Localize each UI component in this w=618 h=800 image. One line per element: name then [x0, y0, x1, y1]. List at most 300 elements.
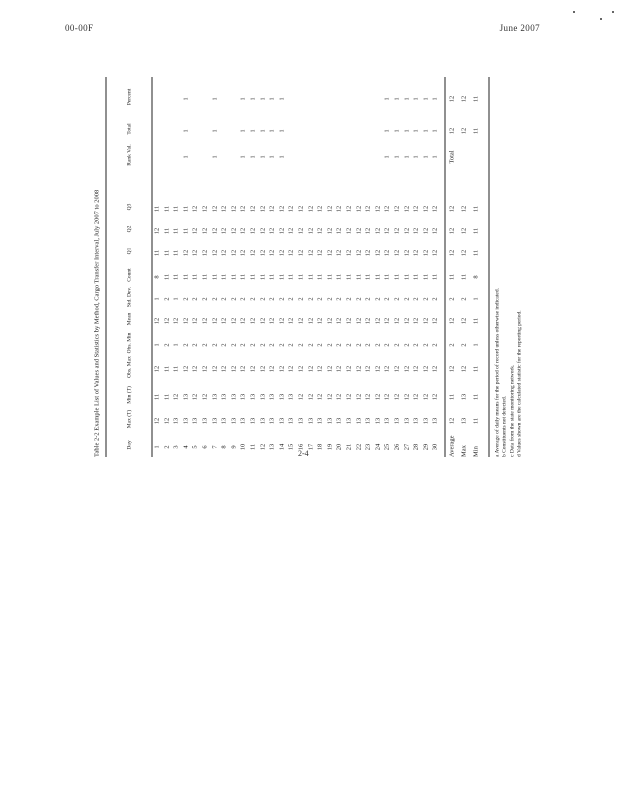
- table-cell: 2: [326, 343, 334, 347]
- table-cell: 2: [163, 445, 171, 449]
- table-row: [375, 77, 384, 457]
- table-cell: 12: [345, 227, 353, 235]
- table-cell: 12: [287, 227, 295, 235]
- table-row: [433, 77, 442, 457]
- table-cell: 12: [412, 393, 420, 401]
- table-cell: 12: [230, 249, 238, 257]
- page-number: 2-4: [298, 449, 309, 458]
- table-cell: 12: [448, 127, 456, 135]
- table-cell: 1: [239, 155, 247, 159]
- table-cell: 11: [364, 273, 372, 281]
- table-cell: 12: [268, 317, 276, 325]
- table-cell: 8: [220, 445, 228, 449]
- table-cell: 1: [239, 129, 247, 133]
- table-cell: 1: [153, 297, 161, 301]
- table-cell: 12: [249, 205, 257, 213]
- table-cell: 12: [239, 205, 247, 213]
- table-cell: 11: [472, 249, 480, 257]
- table-cell: 12: [355, 249, 363, 257]
- table-cell: 12: [460, 317, 468, 325]
- table-cell: 12: [211, 249, 219, 257]
- table-cell: 13: [460, 417, 468, 425]
- table-cell: 11: [172, 227, 180, 235]
- table-summary-rule: [445, 77, 446, 457]
- table-cell: 12: [287, 365, 295, 373]
- table-cell: 12: [374, 249, 382, 257]
- table-cell: 12: [249, 365, 257, 373]
- table-cell: 12: [297, 393, 305, 401]
- table-cell: 11: [268, 273, 276, 281]
- table-cell: 2: [460, 297, 468, 301]
- table-cell: 12: [278, 205, 286, 213]
- table-cell: 30: [431, 443, 439, 451]
- footnote: d Values shown are the calculated statistic for the reporting period.: [516, 310, 523, 457]
- table-cell: 12: [345, 205, 353, 213]
- table-cell: 1: [211, 155, 219, 159]
- table-cell: 12: [307, 365, 315, 373]
- table-cell: 15: [287, 443, 295, 451]
- table-cell: 12: [383, 227, 391, 235]
- table-cell: 12: [364, 227, 372, 235]
- table-cell: 2: [307, 297, 315, 301]
- column-header: Q1: [126, 247, 133, 255]
- table-row: [212, 77, 221, 457]
- table-cell: 13: [211, 417, 219, 425]
- table-cell: 11: [278, 273, 286, 281]
- footnote: c Data from the state monitoring network.: [509, 364, 516, 457]
- table-cell: 1: [268, 155, 276, 159]
- page-header-right: June 2007: [499, 23, 540, 33]
- table-cell: 11: [172, 365, 180, 373]
- table-row: [183, 77, 192, 457]
- table-cell: 11: [307, 273, 315, 281]
- table-cell: 11: [297, 273, 305, 281]
- table-row: [356, 77, 365, 457]
- table-cell: 12: [460, 227, 468, 235]
- table-cell: 2: [182, 343, 190, 347]
- table-cell: 2: [448, 297, 456, 301]
- table-cell: 2: [422, 297, 430, 301]
- table-row: [231, 77, 240, 457]
- table-cell: 12: [191, 393, 199, 401]
- table-cell: 11: [249, 443, 257, 451]
- table-row: [414, 77, 423, 457]
- table-cell: 1: [249, 155, 257, 159]
- table-cell: 12: [448, 227, 456, 235]
- table-cell: 12: [220, 249, 228, 257]
- table-cell: 2: [297, 297, 305, 301]
- table-cell: 11: [412, 273, 420, 281]
- table-cell: 12: [364, 393, 372, 401]
- table-cell: 12: [239, 227, 247, 235]
- table-cell: 2: [268, 297, 276, 301]
- table-cell: 12: [355, 365, 363, 373]
- table-cell: 13: [230, 417, 238, 425]
- table-cell: 2: [374, 297, 382, 301]
- table-cell: 12: [412, 317, 420, 325]
- table-cell: 12: [460, 365, 468, 373]
- table-cell: 12: [374, 393, 382, 401]
- table-cell: 2: [259, 297, 267, 301]
- table-cell: 12: [383, 365, 391, 373]
- table-cell: 14: [278, 443, 286, 451]
- table-cell: 2: [220, 297, 228, 301]
- table-cell: 12: [307, 227, 315, 235]
- table-cell: 2: [278, 297, 286, 301]
- table-cell: 12: [249, 249, 257, 257]
- table-cell: 26: [393, 443, 401, 451]
- table-cell: 12: [355, 393, 363, 401]
- table-cell: 1: [259, 129, 267, 133]
- table-row: [366, 77, 375, 457]
- table-cell: 2: [211, 343, 219, 347]
- table-cell: 2: [345, 343, 353, 347]
- table-row: [462, 77, 471, 457]
- table-cell: 2: [182, 297, 190, 301]
- table-cell: 12: [335, 205, 343, 213]
- table-cell: 12: [374, 205, 382, 213]
- table-row: [155, 77, 164, 457]
- table-cell: 12: [220, 317, 228, 325]
- table-cell: 11: [472, 393, 480, 401]
- table-cell: 13: [355, 417, 363, 425]
- table-cell: 13: [239, 417, 247, 425]
- table-cell: 13: [287, 393, 295, 401]
- column-header: Q3: [126, 203, 133, 211]
- table-cell: 11: [163, 249, 171, 257]
- table-row: [474, 77, 483, 457]
- table-cell: 12: [287, 317, 295, 325]
- table-cell: 2: [259, 343, 267, 347]
- table-cell: 13: [259, 417, 267, 425]
- table-cell: 12: [211, 205, 219, 213]
- table-cell: 12: [374, 227, 382, 235]
- table-cell: 2: [191, 297, 199, 301]
- table-cell: 12: [460, 95, 468, 103]
- table-cell: 13: [307, 417, 315, 425]
- table-footnotes: [495, 77, 525, 457]
- table-cell: 11: [239, 273, 247, 281]
- table-cell: 11: [163, 365, 171, 373]
- table-cell: 12: [201, 227, 209, 235]
- table-header-rule: [152, 77, 153, 457]
- table-cell: 12: [448, 317, 456, 325]
- table-cell: 2: [249, 343, 257, 347]
- scan-speck: [612, 11, 614, 13]
- table-cell: 12: [393, 249, 401, 257]
- table-cell: 3: [172, 445, 180, 449]
- table-cell: 12: [259, 443, 267, 451]
- table-cell: 1: [249, 129, 257, 133]
- table-cell: 12: [268, 365, 276, 373]
- table-cell: 12: [230, 317, 238, 325]
- table-cell: 2: [364, 297, 372, 301]
- table-cell: 1: [259, 155, 267, 159]
- table-cell: 12: [326, 317, 334, 325]
- table-cell: 11: [211, 273, 219, 281]
- table-cell: 12: [412, 365, 420, 373]
- table-cell: 11: [182, 273, 190, 281]
- table-cell: 12: [345, 249, 353, 257]
- table-row: [260, 77, 269, 457]
- table-row: [193, 77, 202, 457]
- table-cell: 2: [448, 343, 456, 347]
- table-cell: 12: [297, 317, 305, 325]
- table-row: [318, 77, 327, 457]
- table-cell: 2: [335, 297, 343, 301]
- table-cell: 2: [230, 297, 238, 301]
- table-cell: 12: [191, 317, 199, 325]
- column-header: Count: [126, 268, 133, 282]
- table-cell: 11: [472, 95, 480, 103]
- table-cell: 1: [393, 155, 401, 159]
- table-cell: 12: [422, 205, 430, 213]
- table-cell: 7: [211, 445, 219, 449]
- table-cell: 2: [355, 343, 363, 347]
- table-cell: 12: [287, 205, 295, 213]
- table-cell: 1: [172, 343, 180, 347]
- table-cell: 12: [403, 249, 411, 257]
- table-cell: 1: [431, 97, 439, 101]
- table-cell: 12: [383, 205, 391, 213]
- table-cell: 1: [403, 129, 411, 133]
- table-cell: 12: [460, 249, 468, 257]
- table-cell: 2: [412, 297, 420, 301]
- table-cell: 1: [259, 97, 267, 101]
- table-cell: 13: [297, 417, 305, 425]
- table-cell: 11: [472, 317, 480, 325]
- table-cell: 1: [412, 155, 420, 159]
- table-cell: 11: [472, 365, 480, 373]
- table-cell: 12: [355, 317, 363, 325]
- table-cell: 13: [239, 393, 247, 401]
- table-cell: 12: [220, 227, 228, 235]
- table-cell: 12: [326, 393, 334, 401]
- table-cell: 12: [316, 317, 324, 325]
- table-cell: 1: [211, 129, 219, 133]
- table-cell: 11: [448, 393, 456, 401]
- table-cell: 1: [278, 97, 286, 101]
- table-cell: 2: [403, 297, 411, 301]
- table-cell: 13: [316, 417, 324, 425]
- table-cell: 12: [403, 227, 411, 235]
- table-cell: 12: [182, 249, 190, 257]
- table-cell: 12: [393, 317, 401, 325]
- table-cell: 11: [249, 273, 257, 281]
- table-cell: 2: [374, 343, 382, 347]
- table-cell: 12: [448, 95, 456, 103]
- table-cell: 13: [230, 393, 238, 401]
- table-cell: 23: [364, 443, 372, 451]
- table-cell: 13: [335, 417, 343, 425]
- table-cell: 11: [393, 273, 401, 281]
- column-header: Day: [126, 440, 133, 450]
- column-header: Percent: [126, 88, 133, 106]
- table-cell: 1: [268, 129, 276, 133]
- table-cell: 2: [220, 343, 228, 347]
- column-header: Std. Dev.: [126, 286, 133, 308]
- table-cell: 12: [393, 393, 401, 401]
- table-cell: 12: [259, 227, 267, 235]
- table-cell: 22: [355, 443, 363, 451]
- table-cell: 12: [153, 417, 161, 425]
- table-row: [203, 77, 212, 457]
- table-cell: 2: [383, 297, 391, 301]
- table-cell: 12: [431, 317, 439, 325]
- table-cell: 12: [422, 249, 430, 257]
- table-row: [385, 77, 394, 457]
- table-cell: 1: [153, 445, 161, 449]
- table-cell: 2: [287, 343, 295, 347]
- table-cell: 12: [326, 227, 334, 235]
- table-cell: 1: [268, 97, 276, 101]
- table-cell: 12: [431, 227, 439, 235]
- table-cell: 12: [297, 365, 305, 373]
- table-cell: 1: [472, 343, 480, 347]
- table-row: [404, 77, 413, 457]
- table-cell: 12: [307, 249, 315, 257]
- table-cell: 1: [393, 129, 401, 133]
- table-cell: 12: [412, 227, 420, 235]
- table-cell: 12: [191, 205, 199, 213]
- table-cell: 20: [335, 443, 343, 451]
- table-cell: 12: [249, 317, 257, 325]
- table-row: [308, 77, 317, 457]
- table-cell: 12: [335, 317, 343, 325]
- table-cell: 13: [278, 393, 286, 401]
- table-cell: 12: [448, 365, 456, 373]
- table-cell: 4: [182, 445, 190, 449]
- table-cell: 12: [383, 393, 391, 401]
- table-cell: 2: [393, 297, 401, 301]
- table-cell: 2: [297, 343, 305, 347]
- table-cell: 12: [431, 205, 439, 213]
- table-cell: 12: [230, 205, 238, 213]
- table-cell: 12: [355, 227, 363, 235]
- table-cell: 12: [297, 249, 305, 257]
- table-cell: 11: [172, 249, 180, 257]
- table-cell: 2: [307, 343, 315, 347]
- table-cell: 12: [326, 205, 334, 213]
- table-cell: 12: [239, 365, 247, 373]
- table-row: [299, 77, 308, 457]
- table-cell: 12: [448, 205, 456, 213]
- table-cell: 12: [335, 365, 343, 373]
- table-cell: 11: [460, 273, 468, 281]
- table-cell: 11: [287, 273, 295, 281]
- table-cell: 12: [259, 249, 267, 257]
- table-cell: 13: [383, 417, 391, 425]
- table-cell: 12: [259, 317, 267, 325]
- table-cell: 12: [307, 205, 315, 213]
- table-cell: 1: [278, 129, 286, 133]
- table-cell: 12: [364, 205, 372, 213]
- table-cell: 1: [431, 155, 439, 159]
- table-cell: 29: [422, 443, 430, 451]
- table-cell: 13: [220, 417, 228, 425]
- table-cell: 11: [191, 273, 199, 281]
- table-row: [174, 77, 183, 457]
- table-cell: 1: [393, 97, 401, 101]
- table-cell: 16: [297, 443, 305, 451]
- table-cell: 11: [383, 273, 391, 281]
- table-cell: 12: [326, 365, 334, 373]
- table-cell: 12: [364, 249, 372, 257]
- table-cell: 11: [259, 273, 267, 281]
- table-cell: 12: [364, 317, 372, 325]
- table-header-row: [109, 77, 149, 457]
- scan-speck: [573, 11, 575, 13]
- table-cell: 11: [431, 273, 439, 281]
- table-cell: 18: [316, 443, 324, 451]
- table-cell: 2: [316, 297, 324, 301]
- table-cell: 12: [326, 249, 334, 257]
- scan-speck: [600, 18, 602, 20]
- table-cell: 12: [278, 317, 286, 325]
- table-cell: 1: [172, 297, 180, 301]
- table-cell: 12: [268, 205, 276, 213]
- table-cell: 2: [287, 297, 295, 301]
- table-cell: 13: [422, 417, 430, 425]
- table-cell: 2: [191, 343, 199, 347]
- table-cell: 12: [422, 393, 430, 401]
- table-cell: 8: [153, 275, 161, 279]
- table-cell: 12: [163, 317, 171, 325]
- table-cell: 13: [211, 393, 219, 401]
- table-cell: 12: [297, 205, 305, 213]
- table-cell: 19: [326, 443, 334, 451]
- table-cell: 13: [287, 417, 295, 425]
- table-cell: 25: [383, 443, 391, 451]
- table-title: Table 2-2 Example List of Values and Statistics by Method, Cargo Transfer Interval, July 2007 to 2008: [93, 189, 101, 457]
- table-cell: 12: [403, 205, 411, 213]
- table-cell: 11: [220, 273, 228, 281]
- footnote: b Constituents not detected.: [501, 395, 508, 457]
- table-cell: 13: [393, 417, 401, 425]
- table-cell: 12: [230, 227, 238, 235]
- table-cell: 24: [374, 443, 382, 451]
- table-cell: 11: [326, 273, 334, 281]
- table-cell: 12: [153, 227, 161, 235]
- table-cell: 1: [422, 129, 430, 133]
- table-cell: 1: [383, 97, 391, 101]
- table-cell: 12: [191, 249, 199, 257]
- table-cell: 13: [403, 417, 411, 425]
- table-cell: 11: [403, 273, 411, 281]
- table-cell: 12: [316, 205, 324, 213]
- table-cell: 12: [422, 227, 430, 235]
- table-cell: 5: [191, 445, 199, 449]
- table-cell: 2: [422, 343, 430, 347]
- table-cell: 12: [316, 249, 324, 257]
- table-cell: 12: [201, 205, 209, 213]
- table-cell: 12: [239, 317, 247, 325]
- table-cell: 11: [163, 205, 171, 213]
- table-cell: 12: [345, 365, 353, 373]
- page-header-left: 00-00F: [65, 23, 94, 33]
- table-row: [164, 77, 173, 457]
- table-cell: 12: [307, 317, 315, 325]
- table-cell: 1: [383, 129, 391, 133]
- table-cell: 12: [316, 393, 324, 401]
- table-cell: 13: [374, 417, 382, 425]
- column-header: Mean: [126, 312, 133, 326]
- table-cell: 12: [393, 227, 401, 235]
- table-cell: 1: [412, 129, 420, 133]
- table-cell: 12: [355, 205, 363, 213]
- table-cell: 2: [383, 343, 391, 347]
- table-cell: 12: [422, 317, 430, 325]
